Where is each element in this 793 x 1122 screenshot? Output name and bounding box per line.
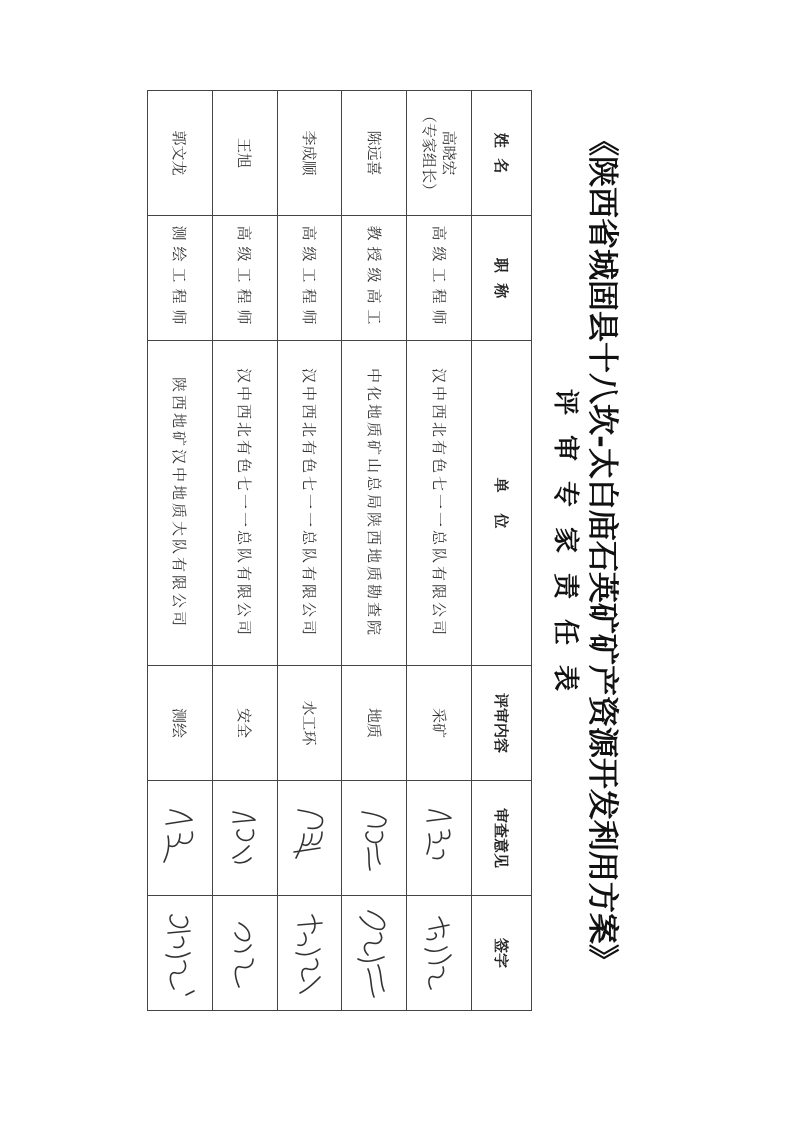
cell-name: 郭文龙 [148, 91, 213, 216]
document-page [140, 90, 620, 1010]
signature-3 [286, 900, 334, 1006]
cell-title: 教授级高工 [342, 216, 407, 341]
cell-signature [342, 896, 407, 1011]
cell-content: 采矿 [407, 666, 472, 781]
header-sign: 签字 [472, 896, 532, 1011]
header-name: 姓 名 [472, 91, 532, 216]
cell-unit: 汉中西北有色七一一总队有限公司 [212, 341, 277, 666]
cell-opinion-handwritten [407, 781, 472, 896]
expert-name: 高晓宏 [440, 130, 459, 176]
table-row [407, 91, 472, 1011]
opinion-handwriting-1 [415, 785, 463, 891]
table-row [148, 91, 213, 1011]
cell-name: 王旭 [212, 91, 277, 216]
cell-signature [277, 896, 342, 1011]
signature-2 [350, 900, 398, 1006]
signature-1 [415, 900, 463, 1006]
cell-signature [407, 896, 472, 1011]
cell-unit: 汉中西北有色七一一总队有限公司 [277, 341, 342, 666]
header-unit: 单 位 [472, 341, 532, 666]
cell-unit: 中化地质矿山总局陕西地质勘查院 [342, 341, 407, 666]
opinion-handwriting-5 [156, 785, 204, 891]
cell-name: 李成顺 [277, 91, 342, 216]
cell-opinion-handwritten [212, 781, 277, 896]
cell-title: 高级工程师 [212, 216, 277, 341]
table-row [277, 91, 342, 1011]
cell-content: 安全 [212, 666, 277, 781]
expert-role-note: （专家组长） [420, 107, 439, 198]
cell-signature [148, 896, 213, 1011]
header-opinion: 审查意见 [472, 781, 532, 896]
cell-unit: 陕西地矿汉中地质大队有限公司 [148, 341, 213, 666]
cell-name [407, 91, 472, 216]
opinion-handwriting-4 [221, 785, 269, 891]
opinion-handwriting-2 [350, 785, 398, 891]
header-title: 职 称 [472, 216, 532, 341]
cell-signature [212, 896, 277, 1011]
signature-4 [221, 900, 269, 1006]
cell-content: 地质 [342, 666, 407, 781]
cell-content: 水工环 [277, 666, 342, 781]
cell-opinion-handwritten [277, 781, 342, 896]
cell-opinion-handwritten [342, 781, 407, 896]
document-title: 《陕西省城固县十八坎-太白庙石英矿矿产资源开发利用方案》 [584, 125, 620, 975]
cell-unit: 汉中西北有色七一一总队有限公司 [407, 341, 472, 666]
cell-title: 高级工程师 [407, 216, 472, 341]
table-row [212, 91, 277, 1011]
cell-title: 高级工程师 [277, 216, 342, 341]
cell-title: 测绘工程师 [148, 216, 213, 341]
header-content: 评审内容 [472, 666, 532, 781]
table-header-row [472, 91, 532, 1011]
expert-table [147, 90, 532, 1011]
cell-name: 陈远喜 [342, 91, 407, 216]
opinion-handwriting-3 [286, 785, 334, 891]
table-row [342, 91, 407, 1011]
signature-5 [156, 900, 204, 1006]
cell-content: 测绘 [148, 666, 213, 781]
cell-opinion-handwritten [148, 781, 213, 896]
document-subtitle: 评审专家责任表 [550, 388, 580, 711]
